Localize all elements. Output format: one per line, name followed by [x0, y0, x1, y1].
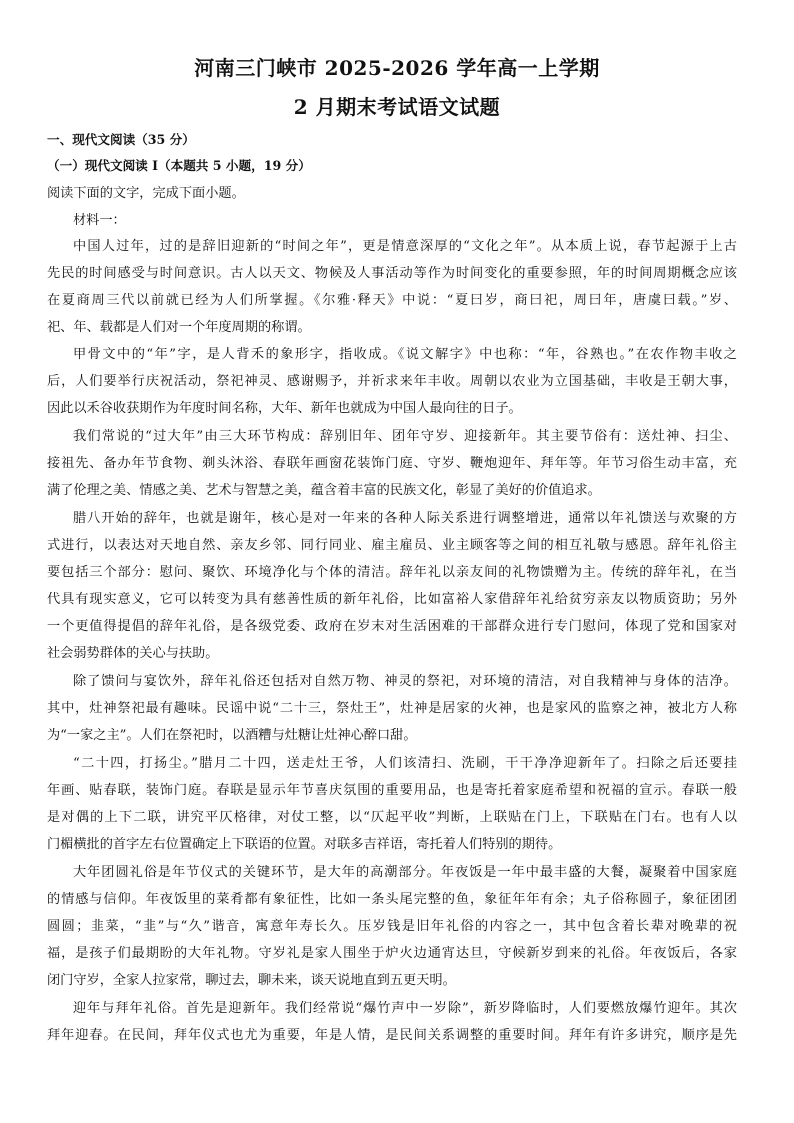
paragraph-line: 中国人过年，过的是辞旧迎新的“时间之年”，更是情意深厚的“文化之年”。从本质上说，春节起源于上古 [73, 239, 737, 254]
document-title-line-2: 2 月期末考试语文试题 [293, 95, 501, 119]
paragraph-line: 除了馈问与宴饮外，辞年礼俗还包括对自然万物、神灵的祭祀，对环境的清洁，对自我精神与身体的洁净。 [73, 674, 737, 689]
paragraph-line: 我们常说的“过大年”由三大环节构成：辞别旧年、团年守岁、迎接新年。其主要节俗有：送灶神、扫尘、 [73, 429, 737, 444]
paragraph-line: 一个更值得提倡的辞年礼俗，是各级党委、政府在岁末对生活困难的干部群众进行专门慰问，体现了党和国家对 [47, 619, 737, 634]
paragraph-line: 在夏商周三代以前就已经为人们所掌握。《尔雅·释天》中说：“夏曰岁，商曰祀，周曰年，唐虞曰载。”岁、 [47, 293, 737, 308]
paragraph-line: 迎年与拜年礼俗。首先是迎新年。我们经常说“爆竹声中一岁除”，新岁降临时，人们要燃放爆竹迎年。其次 [73, 1001, 737, 1016]
paragraph-line: 甲骨文中的“年”字，是人背禾的象形字，指收成。《说文解字》中也称：“年，谷熟也。”在农作物丰收之 [73, 347, 737, 362]
document-title-line-1: 河南三门峡市 2025-2026 学年高一上学期 [194, 56, 600, 80]
paragraph-line: 为“一家之主”。人们在祭祀时，以酒糟与灶糖让灶神心醉口甜。 [47, 728, 417, 743]
material-label: 材料一： [73, 213, 126, 228]
paragraph-line: 因此以禾谷收获期作为年度时间名称，大年、新年也就成为中国人最向往的日子。 [47, 401, 522, 416]
paragraph-line: 腊八开始的辞年，也就是谢年，核心是对一年来的各种人际关系进行调整增进，通常以年礼馈送与欢聚的方 [73, 511, 737, 526]
paragraph-line: 圆圆；韭菜，“韭”与“久”谐音，寓意年寿长久。压岁钱是旧年礼俗的内容之一，其中包含着长辈对晚辈的祝 [47, 919, 737, 934]
paragraph-line: 的情感与信仰。年夜饭里的菜肴都有象征性，比如一条头尾完整的鱼，象征年年有余；丸子俗称圆子，象征团团 [47, 892, 737, 907]
paragraph-line: 代具有现实意义，它可以转变为具有慈善性质的新年礼俗，比如富裕人家借辞年礼给贫穷亲友以物质资助；另外 [47, 592, 737, 607]
paragraph-line: 祀、年、载都是人们对一个年度周期的称谓。 [47, 320, 311, 335]
paragraph-line: 后，人们要举行庆祝活动，祭祀神灵、感谢赐予，并祈求来年丰收。周朝以农业为立国基础，丰收是王朝大事， [47, 374, 737, 389]
paragraph-line: 式进行，以表达对天地自然、亲友乡邻、同行同业、雇主雇员、业主顾客等之间的相互礼敬与感恩。辞年礼俗主 [47, 538, 737, 553]
section-heading: 一、现代文阅读（35 分） [47, 132, 195, 147]
paragraph-line: 先民的时间感受与时间意识。古人以天文、物候及人事活动等作为时间变化的重要参照，年的时间周期概念应该 [47, 266, 737, 281]
paragraph-line: 拜年迎春。在民间，拜年仪式也尤为重要，年是人情，是民间关系调整的重要时间。拜年有许多讲究，顺序是先 [47, 1028, 737, 1043]
paragraph-line: 福，是孩子们最期盼的大年礼物。守岁礼是家人围坐于炉火边通宵达旦，守候新岁到来的礼俗。年夜饭后，各家 [47, 946, 737, 961]
paragraph-line: 门楣横批的首字左右位置确定上下联语的位置。对联多吉祥语，寄托着人们特别的期待。 [47, 837, 562, 852]
instruction-text: 阅读下面的文字，完成下面小题。 [47, 186, 245, 201]
paragraph-line: 满了伦理之美、情感之美、艺术与智慧之美，蕴含着丰富的民族文化，彰显了美好的价值追求。 [47, 483, 601, 498]
paragraph-line: 其中，灶神祭祀最有趣味。民谣中说“二十三，祭灶王”，灶神是居家的火神，也是家风的监察之神，被北方人称 [47, 701, 737, 716]
paragraph-line: 闭门守岁，全家人拉家常，聊过去，聊未来，谈天说地直到五更天明。 [47, 973, 456, 988]
paragraph-line: 社会弱势群体的关心与扶助。 [47, 646, 219, 661]
subsection-heading: （一）现代文阅读 I（本题共 5 小题，19 分） [47, 158, 311, 173]
paragraph-line: “二十四，打扬尘。”腊月二十四，送走灶王爷，人们该清扫、洗刷，干干净净迎新年了。扫除之后还要挂 [73, 756, 737, 771]
paragraph-line: 大年团圆礼俗是年节仪式的关键环节，是大年的高潮部分。年夜饭是一年中最丰盛的大餐，凝聚着中国家庭 [73, 865, 737, 880]
paragraph-line: 接祖先、备办年节食物、剃头沐浴、春联年画窗花装饰门庭、守岁、鞭炮迎年、拜年等。年节习俗生动丰富，充 [47, 456, 737, 471]
paragraph-line: 年画、贴春联，装饰门庭。春联是显示年节喜庆氛围的重要用品，也是寄托着家庭希望和祝福的宣示。春联一般 [47, 783, 737, 798]
paragraph-line: 要包括三个部分：慰问、聚饮、环境净化与个体的清洁。辞年礼以亲友间的礼物馈赠为主。传统的辞年礼，在当 [47, 565, 737, 580]
paragraph-line: 是对偶的上下二联，讲究平仄格律，对仗工整，以“仄起平收”判断，上联贴在门上，下联贴在门右。也有人以 [47, 810, 737, 825]
